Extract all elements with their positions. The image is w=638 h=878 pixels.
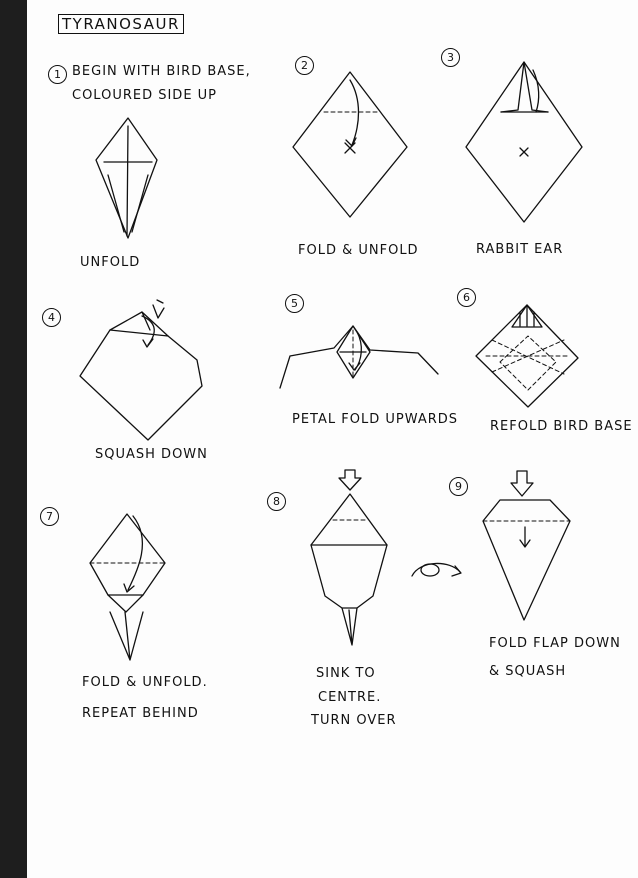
step-8-caption-line-3: TURN OVER [311,713,397,728]
step-3-diagram [466,62,582,222]
step-5-number: 5 [285,294,304,313]
step-1-caption: UNFOLD [80,255,141,270]
step-8-diagram [311,470,461,645]
page-title: TYRANOSAUR [58,14,184,34]
step-1-instruction-line-1: BEGIN WITH BIRD BASE, [72,64,251,79]
step-4-caption: SQUASH DOWN [95,447,208,462]
step-8-caption-line-1: SINK TO [316,666,376,681]
step-2-number: 2 [295,56,314,75]
step-7-number: 7 [40,507,59,526]
step-6-number: 6 [457,288,476,307]
step-9-diagram [483,471,570,620]
step-7-caption-line-1: FOLD & UNFOLD. [82,675,208,690]
step-2-diagram [293,72,407,217]
step-5-diagram [280,326,438,388]
step-1-instruction-line-2: COLOURED SIDE UP [72,88,218,103]
step-6-caption: REFOLD BIRD BASE [490,419,633,434]
step-9-number: 9 [449,477,468,496]
step-2-caption: FOLD & UNFOLD [298,243,419,258]
step-7-caption-line-2: REPEAT BEHIND [82,706,199,721]
step-9-caption-line-2: & SQUASH [489,664,567,679]
step-8-caption-line-2: CENTRE. [318,690,382,705]
step-5-caption: PETAL FOLD UPWARDS [292,412,459,427]
step-1-number: 1 [48,65,67,84]
step-1-diagram [96,118,157,238]
step-4-number: 4 [42,308,61,327]
step-7-diagram [90,514,165,660]
step-3-number: 3 [441,48,460,67]
step-8-number: 8 [267,492,286,511]
step-3-caption: RABBIT EAR [476,242,564,257]
step-6-diagram [476,305,578,407]
step-9-caption-line-1: FOLD FLAP DOWN [489,636,621,651]
step-4-diagram [80,300,202,440]
